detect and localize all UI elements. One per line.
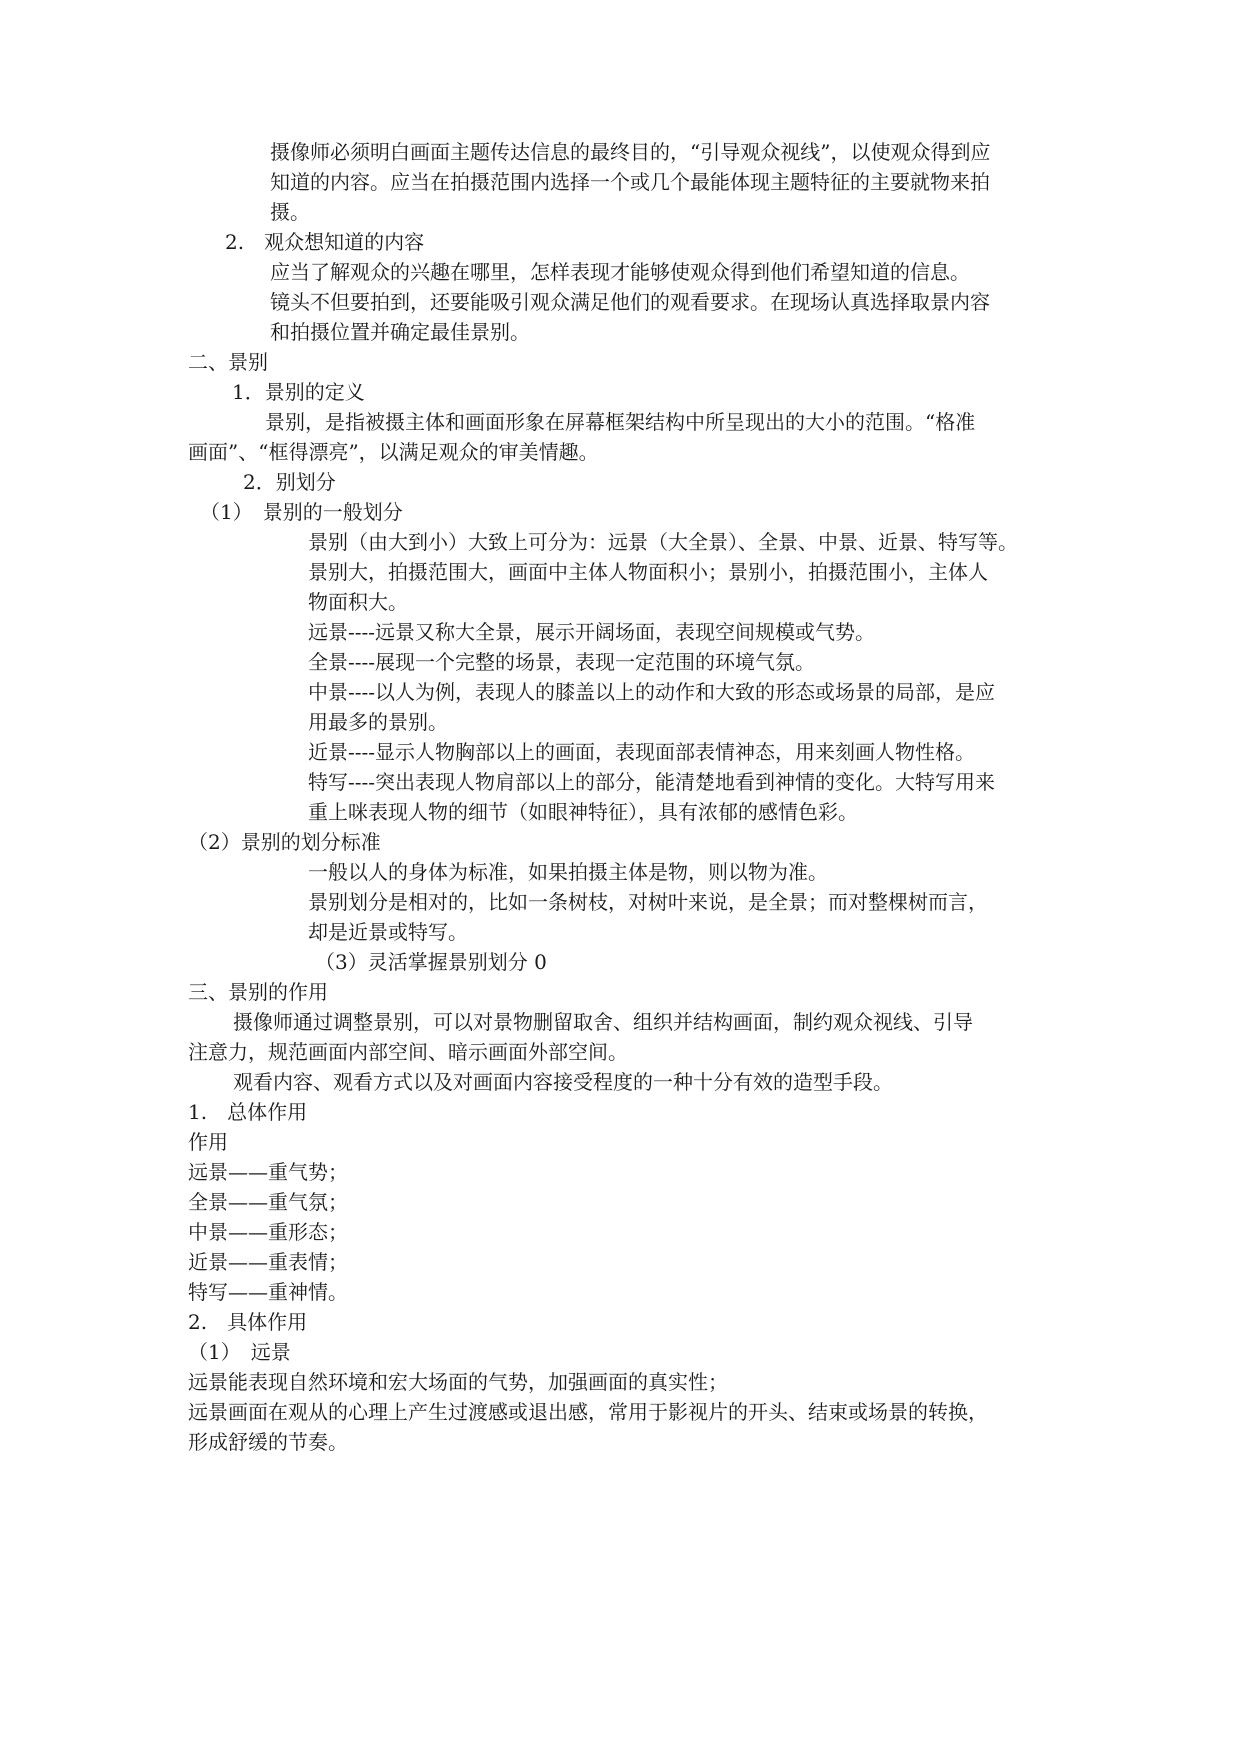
text-line: 注意力，规范画面内部空间、暗示画面外部空间。 (188, 1040, 628, 1064)
text-line: 摄像师必须明白画面主题传达信息的最终目的，“引导观众视线”，以使观众得到应 (270, 140, 991, 164)
list-heading: 2．别划分 (243, 470, 336, 494)
text-line: 和拍摄位置并确定最佳景别。 (270, 320, 530, 344)
list-heading: （2）景别的划分标准 (188, 830, 381, 854)
text-line: 近景----显示人物胸部以上的画面，表现面部表情神态，用来刻画人物性格。 (308, 740, 976, 764)
text-line: 景别大，拍摄范围大，画面中主体人物面积小；景别小，拍摄范围小，主体人 (308, 560, 988, 584)
text-line: 特写----突出表现人物肩部以上的部分，能清楚地看到神情的变化。大特写用来 (308, 770, 996, 794)
section-heading: 二、景别 (188, 350, 268, 374)
text-line: 远景——重气势； (188, 1160, 348, 1184)
text-line: 知道的内容。应当在拍摄范围内选择一个或几个最能体现主题特征的主要就物来拍 (270, 170, 990, 194)
text-line: 远景能表现自然环境和宏大场面的气势，加强画面的真实性； (188, 1370, 728, 1394)
list-heading: （3）灵活掌握景别划分 0 (315, 950, 547, 974)
list-heading: （1） 景别的一般划分 (200, 500, 403, 524)
text-line: 摄。 (270, 200, 310, 224)
section-heading: 三、景别的作用 (188, 980, 328, 1004)
text-line: 应当了解观众的兴趣在哪里，怎样表现才能够使观众得到他们希望知道的信息。 (270, 260, 970, 284)
list-heading: 2. 观众想知道的内容 (225, 230, 425, 254)
text-line: 景别（由大到小）大致上可分为：远景（大全景）、全景、中景、近景、特写等。 (308, 530, 1018, 554)
text-line: 景别，是指被摄主体和画面形象在屏幕框架结构中所呈现出的大小的范围。“格准 (265, 410, 976, 434)
list-heading: 1．景别的定义 (232, 380, 365, 404)
text-line: 全景----展现一个完整的场景，表现一定范围的环境气氛。 (308, 650, 816, 674)
text-line: 摄像师通过调整景别，可以对景物删留取舍、组织并结构画面，制约观众视线、引导 (233, 1010, 973, 1034)
text-line: 却是近景或特写。 (308, 920, 468, 944)
text-line: 用最多的景别。 (308, 710, 448, 734)
text-line: 一般以人的身体为标准，如果拍摄主体是物，则以物为准。 (308, 860, 828, 884)
text-line: 近景——重表情； (188, 1250, 348, 1274)
text-line: 景别划分是相对的，比如一条树枝，对树叶来说，是全景；而对整棵树而言， (308, 890, 988, 914)
text-line: 镜头不但要拍到，还要能吸引观众满足他们的观看要求。在现场认真选择取景内容 (270, 290, 990, 314)
text-line: 物面积大。 (308, 590, 408, 614)
list-heading: 1. 总体作用 (188, 1100, 308, 1124)
text-line: 特写——重神情。 (188, 1280, 348, 1304)
text-line: 作用 (188, 1130, 228, 1154)
text-line: 远景----远景又称大全景，展示开阔场面，表现空间规模或气势。 (308, 620, 876, 644)
text-line: 中景——重形态； (188, 1220, 348, 1244)
text-line: 全景——重气氛； (188, 1190, 348, 1214)
list-heading: （1） 远景 (188, 1340, 291, 1364)
text-line: 形成舒缓的节奏。 (188, 1430, 348, 1454)
text-line: 远景画面在观从的心理上产生过渡感或退出感，常用于影视片的开头、结束或场景的转换， (188, 1400, 988, 1424)
text-line: 中景----以人为例，表现人的膝盖以上的动作和大致的形态或场景的局部，是应 (308, 680, 996, 704)
text-line: 观看内容、观看方式以及对画面内容接受程度的一种十分有效的造型手段。 (233, 1070, 893, 1094)
text-line: 重上咪表现人物的细节（如眼神特征），具有浓郁的感情色彩。 (308, 800, 858, 824)
list-heading: 2. 具体作用 (188, 1310, 308, 1334)
text-line: 画面”、“框得漂亮”，以满足观众的审美情趣。 (188, 440, 599, 464)
